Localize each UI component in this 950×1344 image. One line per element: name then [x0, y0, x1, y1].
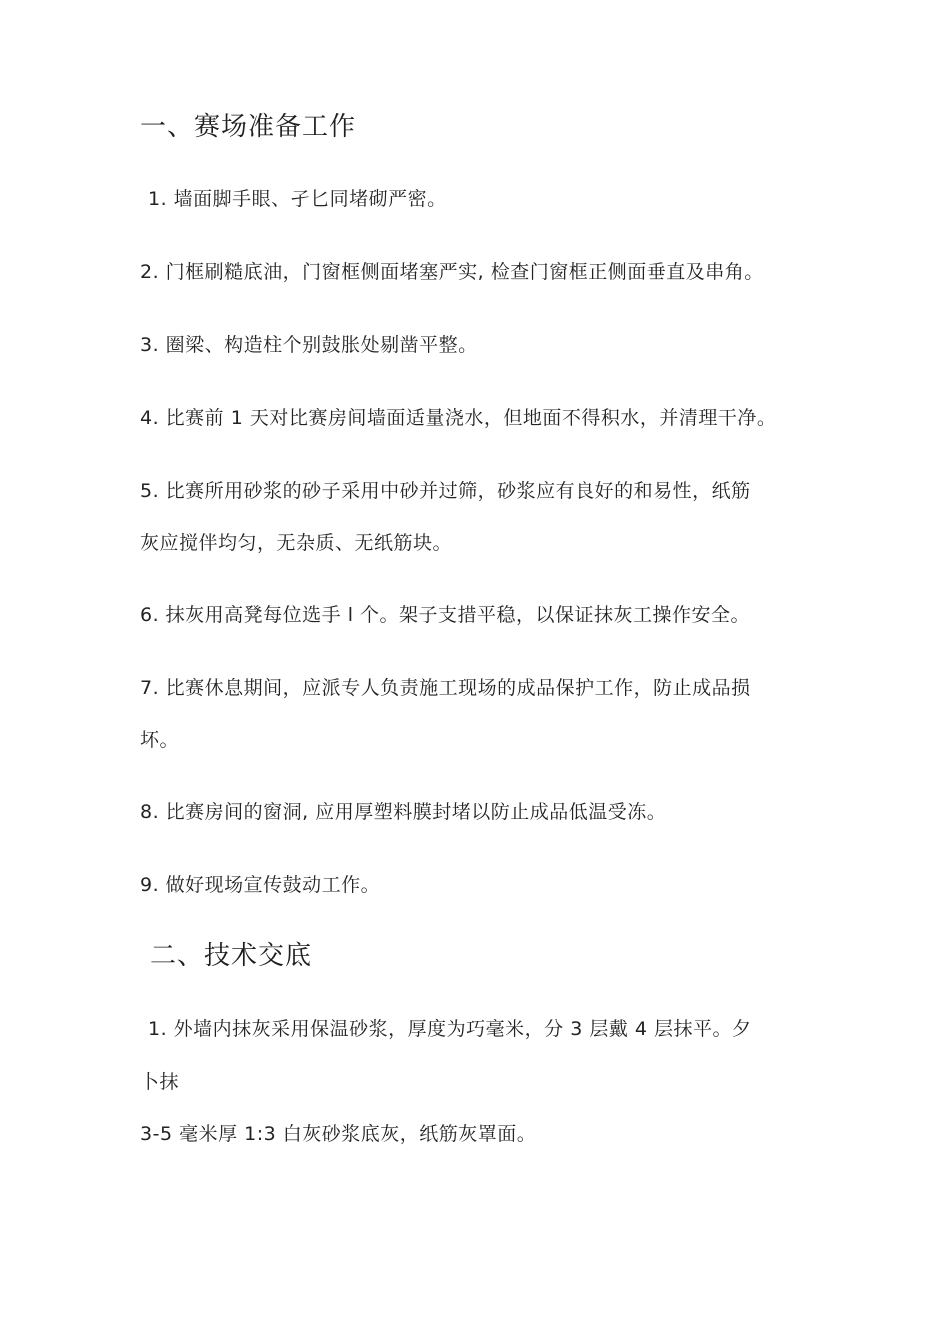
- section-1-item-2: 2. 门框刷糙底油，门窗框侧面堵塞严实, 检查门窗框正侧面垂直及串角。: [140, 261, 764, 283]
- section-1-item-3: 3. 圈梁、构造柱个别鼓胀处剔凿平整。: [140, 334, 478, 356]
- section-1-item-8: 8. 比赛房间的窗洞, 应用厚塑料膜封堵以防止成品低温受冻。: [140, 801, 667, 823]
- section-2-item-1-line-3: 3-5 毫米厚 1:3 白灰砂浆底灰，纸筋灰罩面。: [140, 1123, 537, 1145]
- section-2-heading: 二、技术交底: [150, 941, 313, 971]
- section-1-item-4: 4. 比赛前 1 天对比赛房间墙面适量浇水，但地面不得积水，并清理干净。: [140, 407, 777, 429]
- section-1-item-7-line-2: 坏。: [140, 729, 180, 751]
- section-1-item-9: 9. 做好现场宣传鼓动工作。: [140, 874, 381, 896]
- section-1-item-5-line-1: 5. 比赛所用砂浆的砂子采用中砂并过筛，砂浆应有良好的和易性，纸筋: [140, 480, 751, 502]
- section-2-item-1-line-1: 1. 外墙内抹灰采用保温砂浆，厚度为巧毫米，分 3 层戴 4 层抹平。夕: [148, 1018, 752, 1040]
- section-1-heading: 一、赛场准备工作: [140, 112, 357, 142]
- section-2-item-1-line-2: 卜抹: [140, 1071, 180, 1093]
- section-1-item-5-line-2: 灰应搅伴均匀，无杂质、无纸筋块。: [140, 532, 453, 554]
- section-1-item-6: 6. 抹灰用高凳每位选手 l 个。架子支措平稳，以保证抹灰工操作安全。: [140, 604, 751, 626]
- section-1-item-7-line-1: 7. 比赛休息期间，应派专人负责施工现场的成品保护工作，防止成品损: [140, 677, 751, 699]
- section-1-item-1: 1. 墙面脚手眼、孑匕同堵砌严密。: [148, 188, 447, 210]
